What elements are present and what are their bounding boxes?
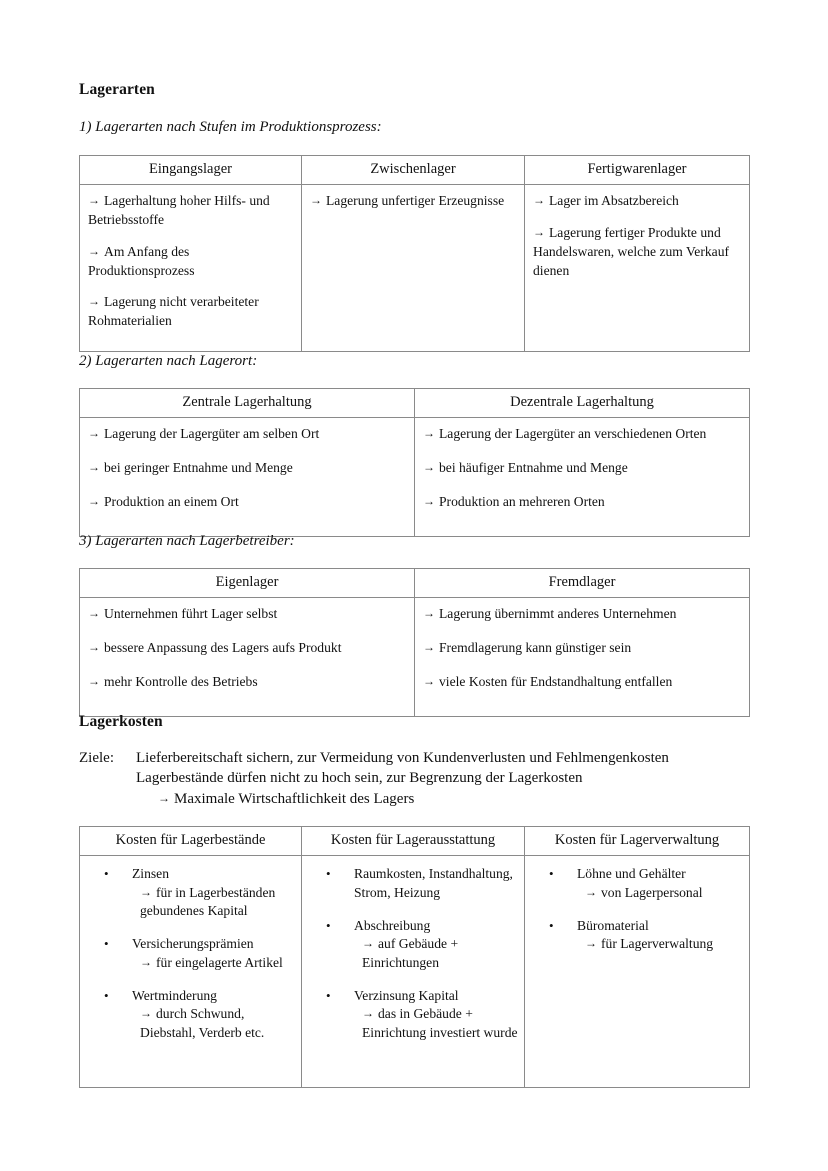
list-item (88, 243, 293, 281)
list-item-detail (362, 1005, 518, 1042)
bullet-list (86, 865, 295, 1042)
list-item-text: Lagerhaltung hoher Hilfs- und Betriebsstoffe (88, 193, 270, 228)
cell-kosten-lagerausstattung (302, 856, 525, 1088)
list-item (531, 917, 743, 954)
arrow-icon: → (88, 673, 100, 688)
column-header-dezentrale-lagerhaltung: Dezentrale Lagerhaltung (415, 389, 750, 418)
cell-dezentrale-lagerhaltung (415, 418, 750, 536)
bullet-icon: • (549, 918, 554, 934)
list-item-text: mehr Kontrolle des Betriebs (104, 673, 258, 689)
arrow-icon: → (158, 790, 170, 805)
bullet-list (308, 865, 518, 1042)
list-item-detail-text: für eingelagerte Artikel (156, 954, 283, 970)
bullet-icon: • (326, 918, 331, 934)
list-item-text: Produktion an einem Ort (104, 493, 239, 509)
cell-eigenlager (80, 598, 415, 716)
cell-fertigwarenlager (525, 185, 750, 352)
cell-eingangslager (80, 185, 302, 352)
arrow-icon: → (140, 954, 152, 969)
arrow-icon: → (362, 936, 374, 951)
column-header-fremdlager: Fremdlager (415, 569, 750, 598)
arrow-icon: → (88, 243, 100, 258)
list-item (531, 865, 743, 902)
list-item-text: Lager im Absatzbereich (549, 193, 679, 209)
table-lagerarten-nach-lagerort (79, 388, 750, 537)
list-item-detail-text: für in Lagerbeständen gebundenes Kapital (140, 884, 276, 919)
arrow-list (533, 192, 741, 280)
list-item-text: Verzinsung Kapital (354, 988, 459, 1004)
ziele-body (136, 748, 669, 809)
bullet-icon: • (104, 866, 109, 882)
list-item (88, 493, 406, 512)
arrow-list (423, 425, 741, 511)
cell-zentrale-lagerhaltung (80, 418, 415, 536)
list-item (423, 673, 741, 692)
arrow-icon: → (140, 1006, 152, 1021)
table-row (80, 856, 750, 1088)
column-header-fertigwarenlager: Fertigwarenlager (525, 156, 750, 185)
table-row (80, 598, 750, 716)
list-item-detail (140, 884, 295, 921)
arrow-icon: → (88, 606, 100, 621)
cell-fremdlager (415, 598, 750, 716)
list-item-detail-text: durch Schwund, Diebstahl, Verderb etc. (140, 1006, 265, 1040)
list-item-text: Lagerung der Lagergüter am selben Ort (104, 426, 320, 442)
ziele-conclusion-text: Maximale Wirtschaftlichkeit des Lagers (174, 790, 415, 807)
arrow-icon: → (88, 460, 100, 475)
list-item-text: Lagerung unfertiger Erzeugnisse (326, 193, 505, 209)
list-item-text: Fremdlagerung kann günstiger sein (439, 640, 632, 656)
list-item-text: bessere Anpassung des Lagers aufs Produkt (104, 640, 342, 656)
list-item-text: viele Kosten für Endstandhaltung entfallen (439, 673, 673, 689)
arrow-icon: → (88, 294, 100, 309)
list-item-text: Lagerung der Lagergüter an verschiedenen Orten (439, 426, 707, 442)
list-item (423, 493, 741, 512)
arrow-list (88, 425, 406, 511)
arrow-icon: → (423, 673, 435, 688)
list-item-text: Lagerung nicht verarbeiteter Rohmaterialien (88, 294, 259, 329)
list-item (86, 987, 295, 1042)
table-lagerkosten-arten (79, 826, 750, 1088)
column-header-kosten-lagerausstattung: Kosten für Lagerausstattung (302, 827, 525, 856)
arrow-icon: → (423, 640, 435, 655)
arrow-icon: → (533, 193, 545, 208)
column-header-kosten-lagerverwaltung: Kosten für Lagerverwaltung (525, 827, 750, 856)
table-header-row (80, 569, 750, 598)
list-item (308, 987, 518, 1042)
list-item-text: Wertminderung (132, 988, 217, 1004)
subheading-lagerarten-stufen: 1) Lagerarten nach Stufen im Produktionsprozess: (79, 119, 382, 135)
page-title-lagerarten: Lagerarten (79, 81, 155, 98)
list-item-detail (585, 884, 743, 902)
column-header-zwischenlager: Zwischenlager (302, 156, 525, 185)
list-item (533, 192, 741, 211)
cell-zwischenlager (302, 185, 525, 352)
list-item (88, 459, 406, 478)
list-item (88, 673, 406, 692)
list-item-text: Lagerung fertiger Produkte und Handelswaren, welche zum Verkauf dienen (533, 225, 730, 278)
arrow-list (423, 605, 741, 691)
ziele-label: Ziele: (79, 750, 114, 766)
column-header-kosten-lagerbestaende: Kosten für Lagerbestände (80, 827, 302, 856)
bullet-icon: • (326, 866, 331, 882)
list-item (423, 605, 741, 624)
list-item-detail-text: für Lagerverwaltung (601, 936, 714, 952)
list-item (423, 425, 741, 444)
table-row (80, 185, 750, 352)
list-item (88, 639, 406, 658)
arrow-icon: → (423, 606, 435, 621)
arrow-icon: → (423, 493, 435, 508)
table-header-row (80, 389, 750, 418)
arrow-icon: → (533, 225, 545, 240)
arrow-icon: → (140, 884, 152, 899)
ziele-line-1: Lieferbereitschaft sichern, zur Vermeidung von Kundenverlusten und Fehlmengenkosten (136, 750, 669, 766)
table-header-row (80, 156, 750, 185)
subheading-lagerarten-lagerbetreiber: 3) Lagerarten nach Lagerbetreiber: (79, 533, 295, 549)
cell-kosten-lagerbestaende (80, 856, 302, 1088)
list-item (86, 865, 295, 920)
ziele-block (79, 748, 669, 809)
list-item-detail (140, 1005, 295, 1042)
list-item-text: Büromaterial (577, 918, 649, 934)
bullet-list (531, 865, 743, 953)
list-item (88, 605, 406, 624)
arrow-list (310, 192, 516, 211)
list-item (88, 192, 293, 230)
cell-kosten-lagerverwaltung (525, 856, 750, 1088)
arrow-icon: → (88, 493, 100, 508)
subheading-lagerarten-lagerort: 2) Lagerarten nach Lagerort: (79, 353, 258, 369)
list-item-text: Löhne und Gehälter (577, 866, 686, 882)
list-item-text: Raumkosten, Instandhaltung, Strom, Heizung (354, 866, 513, 900)
table-header-row (80, 827, 750, 856)
list-item (88, 425, 406, 444)
arrow-list (88, 192, 293, 331)
list-item-text: Am Anfang des Produktionsprozess (88, 243, 195, 278)
arrow-icon: → (88, 193, 100, 208)
list-item (423, 459, 741, 478)
bullet-icon: • (549, 866, 554, 882)
bullet-icon: • (104, 988, 109, 1004)
bullet-icon: • (104, 936, 109, 952)
list-item-detail-text: das in Gebäude + Einrichtung investiert wurde (362, 1006, 518, 1040)
list-item-detail (140, 954, 295, 972)
list-item (88, 293, 293, 331)
list-item-text: Lagerung übernimmt anderes Unternehmen (439, 606, 677, 622)
list-item-detail-text: von Lagerpersonal (601, 884, 703, 900)
ziele-conclusion (158, 789, 669, 809)
list-item-detail (585, 935, 743, 953)
arrow-icon: → (362, 1006, 374, 1021)
bullet-icon: • (326, 988, 331, 1004)
list-item-detail (362, 935, 518, 972)
list-item-text: Unternehmen führt Lager selbst (104, 606, 278, 622)
list-item-text: Zinsen (132, 866, 169, 882)
list-item-text: Produktion an mehreren Orten (439, 493, 605, 509)
arrow-icon: → (585, 884, 597, 899)
column-header-zentrale-lagerhaltung: Zentrale Lagerhaltung (80, 389, 415, 418)
list-item-text: Versicherungsprämien (132, 936, 254, 952)
arrow-list (88, 605, 406, 691)
arrow-icon: → (423, 426, 435, 441)
page-title-lagerkosten: Lagerkosten (79, 713, 163, 730)
list-item (310, 192, 516, 211)
table-lagerarten-nach-lagerbetreiber (79, 568, 750, 717)
arrow-icon: → (423, 460, 435, 475)
list-item-text: bei häufiger Entnahme und Menge (439, 460, 628, 476)
list-item-text: bei geringer Entnahme und Menge (104, 460, 293, 476)
list-item-text: Abschreibung (354, 918, 431, 934)
list-item (533, 224, 741, 280)
list-item (308, 865, 518, 902)
column-header-eigenlager: Eigenlager (80, 569, 415, 598)
list-item (308, 917, 518, 972)
arrow-icon: → (88, 640, 100, 655)
table-row (80, 418, 750, 536)
ziele-line-2: Lagerbestände dürfen nicht zu hoch sein, zur Begrenzung der Lagerkosten (136, 770, 583, 787)
arrow-icon: → (88, 426, 100, 441)
list-item (423, 639, 741, 658)
column-header-eingangslager: Eingangslager (80, 156, 302, 185)
list-item (86, 935, 295, 972)
table-lagerarten-nach-stufen (79, 155, 750, 352)
arrow-icon: → (585, 936, 597, 951)
arrow-icon: → (310, 193, 322, 208)
list-item-detail-text: auf Gebäude + Einrichtungen (362, 936, 459, 970)
